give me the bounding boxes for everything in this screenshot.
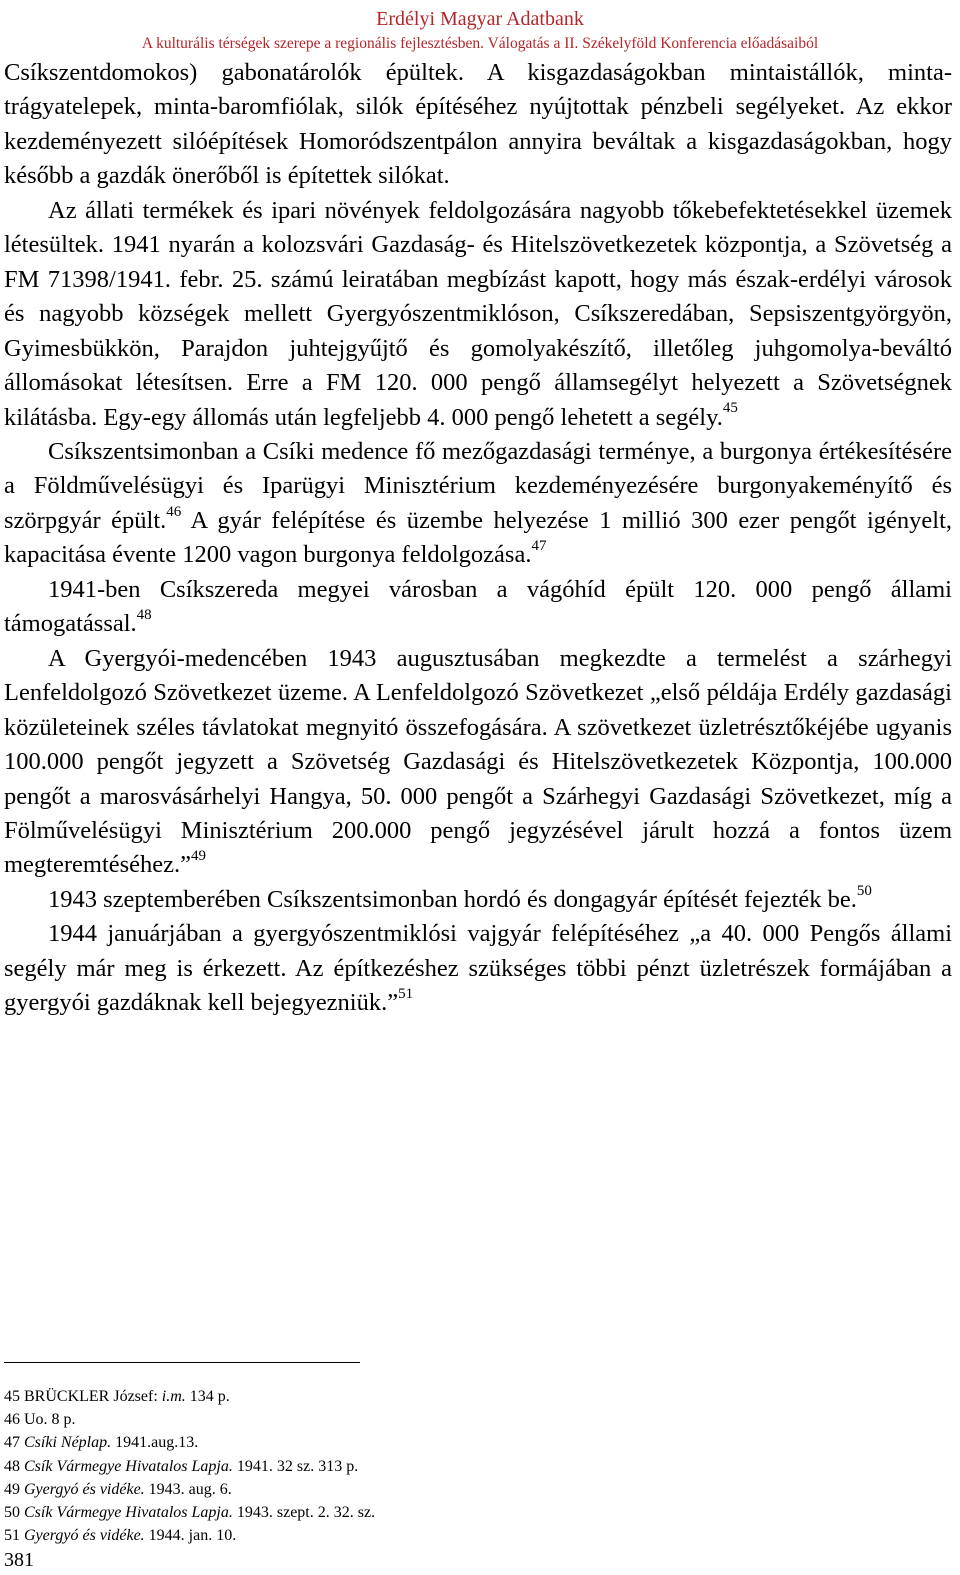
paragraph: 1941-ben Csíkszereda megyei városban a vágóhíd épült 120. 000 pengő állami támogatással.$^{48}$ [4, 575, 952, 638]
body-text [4, 56, 952, 1021]
footnote-ref: 50 [856, 882, 872, 899]
footnote-divider [4, 1362, 360, 1363]
page-number: 381 [4, 1549, 34, 1571]
paragraph: Csíkszentdomokos) gabonatárolók épültek. A kisgazdaságokban mintaistállók, minta-trágyatelepek, minta-baromfiólak, silók építéséhez nyújtottak pénzbeli segélyeket. Az ekkor kezdeményezett silóépítések Homoródszentpálon annyira beváltak a kisgazdaságokban, hogy később a gazdák önerőből is építettek silókat. [4, 59, 952, 190]
site-title: Erdélyi Magyar Adatbank [376, 8, 584, 30]
footnote: 46 Uo. 8 p. [4, 1411, 76, 1429]
paragraph: Csíkszentsimonban a Csíki medence fő mezőgazdasági terménye, a burgonya értékesítésére a Földművelésügyi és Iparügyi Minisztérium kezdeményezésére burgonyakeményítő és szörpgyár épült.$^{46}$ A gyár felépítése és üzembe helyezése 1 millió 300 ezer pengőt igényelt, kapacitása évente 1200 vagon burgonya feldolgozása.$^{47}$ [4, 437, 952, 569]
site-subtitle: A kulturális térségek szerepe a regionális fejlesztésben. Válogatás a II. Székelyföld Konferencia előadásaiból [141, 35, 819, 52]
footnote: 51 Gyergyó és vidéke. 1944. jan. 10. [4, 1527, 237, 1545]
footnote-ref: 47 [531, 538, 547, 555]
footnote-ref: 45 [722, 400, 738, 417]
footnote-ref: 49 [191, 848, 207, 865]
footnote: 45 BRÜCKLER József: i.m. 134 p. [4, 1388, 230, 1405]
paragraph: 1944 januárjában a gyergyószentmiklósi vajgyár felépítéséhez „a 40. 000 Pengős állami segély már meg is érkezett. Az építkezéshez szükséges többi pénzt üzletrészek formájában a gyergyói gazdáknak kell bejegyezniük.”$^{51}$ [4, 920, 952, 1017]
footnote: 47 Csíki Néplap. 1941.aug.13. [4, 1434, 199, 1452]
paragraph: Az állati termékek és ipari növények feldolgozására nagyobb tőkebefektetésekkel üzemek létesültek. 1941 nyarán a kolozsvári Gazdaság- és Hitelszövetkezetek központja, a Szövetség a FM 71398/1941. febr. 25. számú leiratában megbízást kapott, hogy más észak-erdélyi városok és nagyobb községek mellett Gyergyószentmiklóson, Csíkszeredában, Sepsiszentgyörgyön, Gyimesbükkön, Parajdon juhtejgyűjtő és gomolyakészítő, illetőleg juhgomolya-beváltó állomásokat létesítsen. Erre a FM 120. 000 pengő államsegélyt helyezett a Szövetségnek kilátásba. Egy-egy állomás után legfeljebb 4. 000 pengő lehetett a segély.$^{45}$ [4, 196, 952, 431]
footnote-ref: 48 [136, 607, 152, 624]
paragraph: A Gyergyói-medencében 1943 augusztusában megkezdte a termelést a szárhegyi Lenfeldolgozó Szövetkezet üzeme. A Lenfeldolgozó Szövetkezet „első példája Erdély gazdasági közületeinek széles távlatokat megnyitó összefogására. A szövetkezet üzletrésztőkéjébe ugyanis 100.000 pengőt jegyzett a Szövetség Gazdasági és Hitelszövetkezetek Központja, 100.000 pengőt a marosvásárhelyi Hangya, 50. 000 pengőt a Szárhegyi Gazdasági Szövetkezet, míg a Fölművelésügyi Minisztérium 200.000 pengő jegyzésével járult hozzá a fontos üzem megteremtéséhez.”$^{49}$ [4, 644, 952, 879]
footnote: 49 Gyergyó és vidéke. 1943. aug. 6. [4, 1480, 232, 1498]
paragraph: 1943 szeptemberében Csíkszentsimonban hordó és dongagyár építését fejezték be.$^{50}$ [48, 882, 872, 913]
footnote: 50 Csík Vármegye Hivatalos Lapja. 1943. szept. 2. 32. sz. [4, 1504, 376, 1522]
footnotes [4, 1385, 375, 1547]
footnote-ref: 51 [398, 986, 414, 1003]
footnote: 48 Csík Vármegye Hivatalos Lapja. 1941. 32 sz. 313 p. [4, 1457, 359, 1475]
footnote-ref: 46 [166, 503, 182, 520]
